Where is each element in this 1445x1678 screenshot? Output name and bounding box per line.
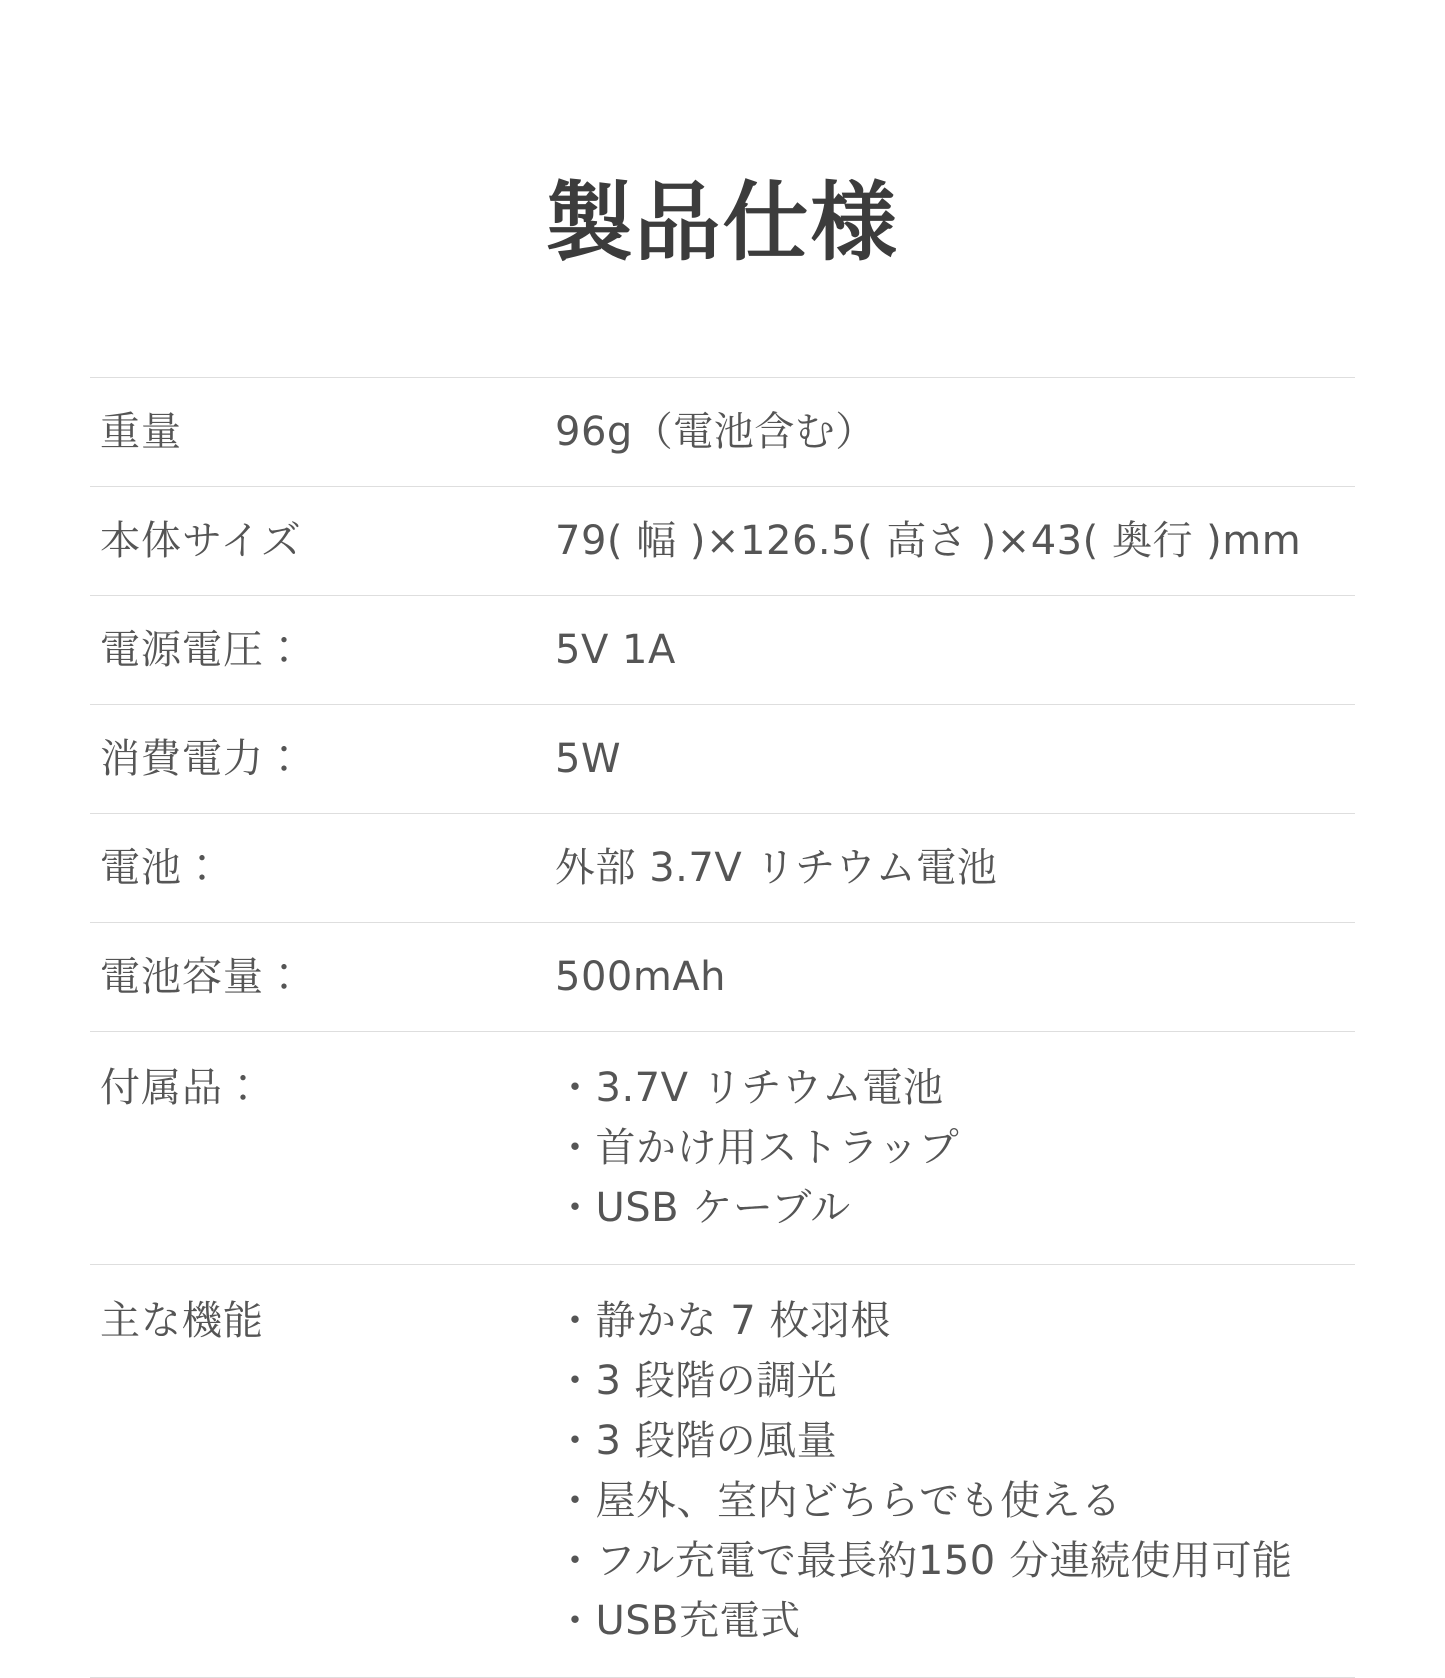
spec-value — [555, 705, 1355, 814]
table-row — [90, 1265, 1355, 1678]
table-row — [90, 378, 1355, 487]
table-row — [90, 1032, 1355, 1265]
spec-value — [555, 487, 1355, 596]
spec-value — [555, 923, 1355, 1032]
table-row — [90, 923, 1355, 1032]
product-spec-page — [0, 58, 1445, 1645]
table-row — [90, 705, 1355, 814]
table-row — [90, 814, 1355, 923]
spec-value-line: ・首かけ用ストラップ — [555, 1125, 960, 1172]
spec-value-line: ・3.7V リチウム電池 — [555, 1065, 944, 1112]
spec-label: 消費電力： — [100, 736, 305, 783]
spec-value — [555, 1032, 1355, 1265]
table-row — [90, 596, 1355, 705]
spec-label: 付属品： — [100, 1065, 264, 1112]
spec-value — [555, 596, 1355, 705]
spec-value-line: ・USB ケーブル — [555, 1185, 851, 1232]
spec-value-line: ・フル充電で最長約150 分連続使用可能 — [555, 1538, 1293, 1585]
spec-label: 電源電圧： — [100, 627, 305, 674]
spec-table-body — [90, 378, 1355, 1678]
spec-value-line: 96g（電池含む） — [555, 409, 876, 456]
spec-value-line: ・屋外、室内どちらでも使える — [555, 1478, 1122, 1525]
spec-label: 電池容量： — [100, 954, 305, 1001]
spec-value-line: 外部 3.7V リチウム電池 — [555, 845, 998, 892]
spec-label: 電池： — [100, 845, 223, 892]
spec-value — [555, 378, 1355, 487]
spec-table — [90, 377, 1355, 1678]
spec-value — [555, 1265, 1355, 1678]
spec-value-line: ・USB充電式 — [555, 1598, 801, 1645]
spec-value-line: 5V 1A — [555, 627, 676, 674]
page-title: 製品仕様 — [546, 172, 899, 273]
spec-label: 本体サイズ — [100, 518, 302, 565]
spec-value-line: 79( 幅 )×126.5( 高さ )×43( 奥行 )mm — [555, 518, 1302, 565]
spec-label: 主な機能 — [100, 1298, 264, 1345]
spec-value-line: 500mAh — [555, 954, 727, 1001]
spec-value — [555, 814, 1355, 923]
spec-label: 重量 — [100, 409, 182, 456]
spec-value-line: ・静かな 7 枚羽根 — [555, 1298, 891, 1345]
spec-value-line: 5W — [555, 736, 621, 783]
spec-value-line: ・3 段階の風量 — [555, 1418, 838, 1465]
table-row — [90, 487, 1355, 596]
spec-value-line: ・3 段階の調光 — [555, 1358, 838, 1405]
